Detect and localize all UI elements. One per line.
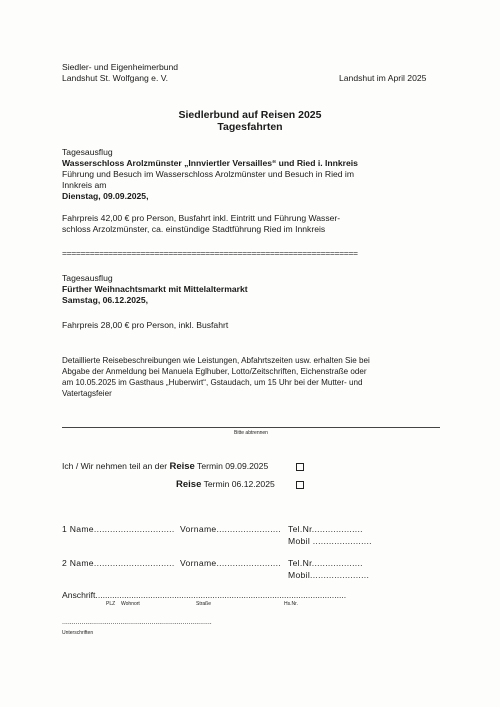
signature-field[interactable]: ............................................................................. xyxy=(62,619,212,626)
person1-name-field[interactable]: 1 Name.............................. xyxy=(62,524,175,534)
person2-mobil-field[interactable]: Mobil...................... xyxy=(288,570,370,580)
person2-tel-field[interactable]: Tel.Nr................... xyxy=(288,558,363,568)
trip2-price: Fahrpreis 28,00 € pro Person, inkl. Busfahrt xyxy=(62,320,229,330)
participation-prefix: Ich / Wir nehmen teil an der xyxy=(62,461,170,471)
person1-tel-field[interactable]: Tel.Nr................... xyxy=(288,524,363,534)
trip1-description-line2: Innkreis am xyxy=(62,180,107,190)
place-date: Landshut im April 2025 xyxy=(339,73,427,83)
info-line4: Vatertagsfeier xyxy=(62,389,112,398)
person2-name-field[interactable]: 2 Name.............................. xyxy=(62,558,175,568)
strasse-label: Straße xyxy=(196,601,212,607)
termin2-checkbox[interactable] xyxy=(296,481,304,489)
address-field[interactable]: Anschrift......................................................................................................... xyxy=(62,590,347,600)
trip1-name: Wasserschloss Arolzmünster „Innviertler Versailles“ und Ried i. Innkreis xyxy=(62,158,358,168)
participation-line1 xyxy=(62,461,268,472)
cut-label: Bitte abtrennen xyxy=(234,430,268,436)
page-subtitle: Tagesfahrten xyxy=(217,121,283,133)
plz-label: PLZ xyxy=(106,601,116,607)
org-name-line1: Siedler- und Eigenheimerbund xyxy=(62,62,179,72)
trip1-price-line1: Fahrpreis 42,00 € pro Person, Busfahrt inkl. Eintritt und Führung Wasser- xyxy=(62,213,341,223)
trip1-type: Tagesausflug xyxy=(62,147,113,157)
trip1-price-line2: schloss Arzolzmünster, ca. einstündige Stadtführung Ried im Innkreis xyxy=(62,224,326,234)
reise-label-2: Reise xyxy=(176,479,202,490)
trip1-date: Dienstag, 09.09.2025, xyxy=(62,191,149,201)
wohnort-label: Wohnort xyxy=(121,601,140,607)
trip2-type: Tagesausflug xyxy=(62,273,113,283)
info-line2: Abgabe der Anmeldung bei Manuela Eglhuber, Lotto/Zeitschriften, Eichenstraße oder xyxy=(62,367,367,376)
termin1-label: Termin 09.09.2025 xyxy=(194,461,269,471)
page-title: Siedlerbund auf Reisen 2025 xyxy=(178,109,322,121)
separator-line: ================================================================ xyxy=(62,248,358,258)
cut-line xyxy=(62,427,440,428)
hsnr-label: Hs.Nr. xyxy=(284,601,298,607)
person2-vorname-field[interactable]: Vorname........................ xyxy=(180,558,281,568)
participation-line2 xyxy=(176,479,275,490)
org-name-line2: Landshut St. Wolfgang e. V. xyxy=(62,73,169,83)
info-line1: Detaillierte Reisebeschreibungen wie Leistungen, Abfahrtszeiten usw. erhalten Sie bei xyxy=(62,356,370,365)
trip2-name: Fürther Weihnachtsmarkt mit Mittelaltermarkt xyxy=(62,284,248,294)
info-line3: am 10.05.2025 im Gasthaus „Huberwirt“, Gstaudach, um 15 Uhr bei der Mutter- und xyxy=(62,378,363,387)
trip2-date: Samstag, 06.12.2025, xyxy=(62,295,148,305)
person1-vorname-field[interactable]: Vorname........................ xyxy=(180,524,281,534)
termin2-label: Termin 06.12.2025 xyxy=(201,479,275,489)
termin1-checkbox[interactable] xyxy=(296,463,304,471)
trip1-description-line1: Führung und Besuch im Wasserschloss Arolzmünster und Besuch in Ried im xyxy=(62,169,354,179)
person1-mobil-field[interactable]: Mobil ...................... xyxy=(288,536,372,546)
signature-label: Unterschriften xyxy=(62,630,94,636)
reise-label: Reise xyxy=(169,461,195,472)
